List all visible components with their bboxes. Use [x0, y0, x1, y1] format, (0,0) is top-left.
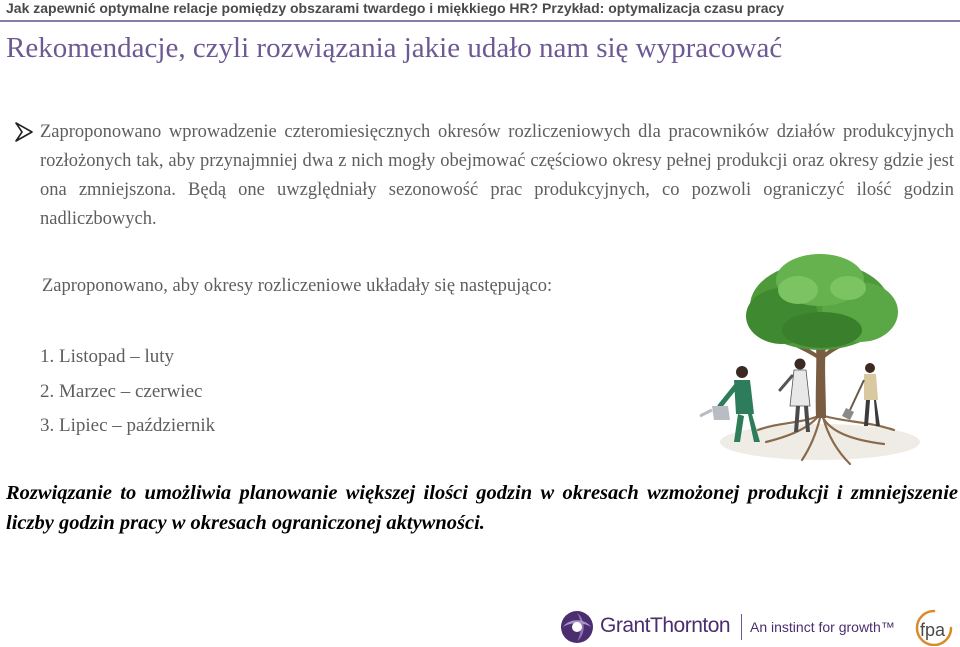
header-divider [0, 20, 960, 22]
people-tending-tree-image [670, 246, 930, 476]
header-title: Jak zapewnić optymalne relacje pomiędzy obszarami twardego i miękkiego HR? Przykład: optymalizacja czasu pracy [6, 0, 785, 16]
footer-divider [741, 614, 742, 640]
list-item: 3. Lipiec – październik [40, 415, 216, 436]
page-title: Rekomendacje, czyli rozwiązania jakie udało nam się wypracować [6, 32, 783, 64]
periods-intro: Zaproponowano, aby okresy rozliczeniowe układały się następująco: [42, 276, 553, 296]
grant-thornton-logo-icon [560, 610, 594, 644]
brand-tagline: An instinct for growth™ [750, 619, 895, 635]
list-item: 2. Marzec – czerwiec [40, 380, 203, 402]
list-item: 1. Listopad – luty [40, 346, 175, 367]
bullet-text: Zaproponowano wprowadzenie czteromiesięcznych okresów rozliczeniowych dla pracowników działów produkcyjnych rozłożonych tak, aby przynajmniej dwa z nich mogły obejmować częściowo okresy pełnej produkcji oraz okresy gdzie jest ona zmniejszona. Będą one uwzględniały sezonowość prac produkcyjnych, co pozwoli ograniczyć ilość godzin nadliczbowych. [40, 122, 954, 229]
conclusion-text: Rozwiązanie to umożliwia planowanie większej ilości godzin w okresach wzmożonej produkcji i zmniejszenie liczby godzin pracy w okresach ograniczonej aktywności. [6, 482, 958, 534]
arrow-bullet-icon [14, 118, 34, 146]
fpa-logo [912, 608, 956, 646]
periods-list [40, 340, 440, 444]
brand-name: GrantThornton [600, 614, 731, 637]
footer-logos [560, 606, 960, 647]
fpa-label: fpa [920, 620, 946, 640]
